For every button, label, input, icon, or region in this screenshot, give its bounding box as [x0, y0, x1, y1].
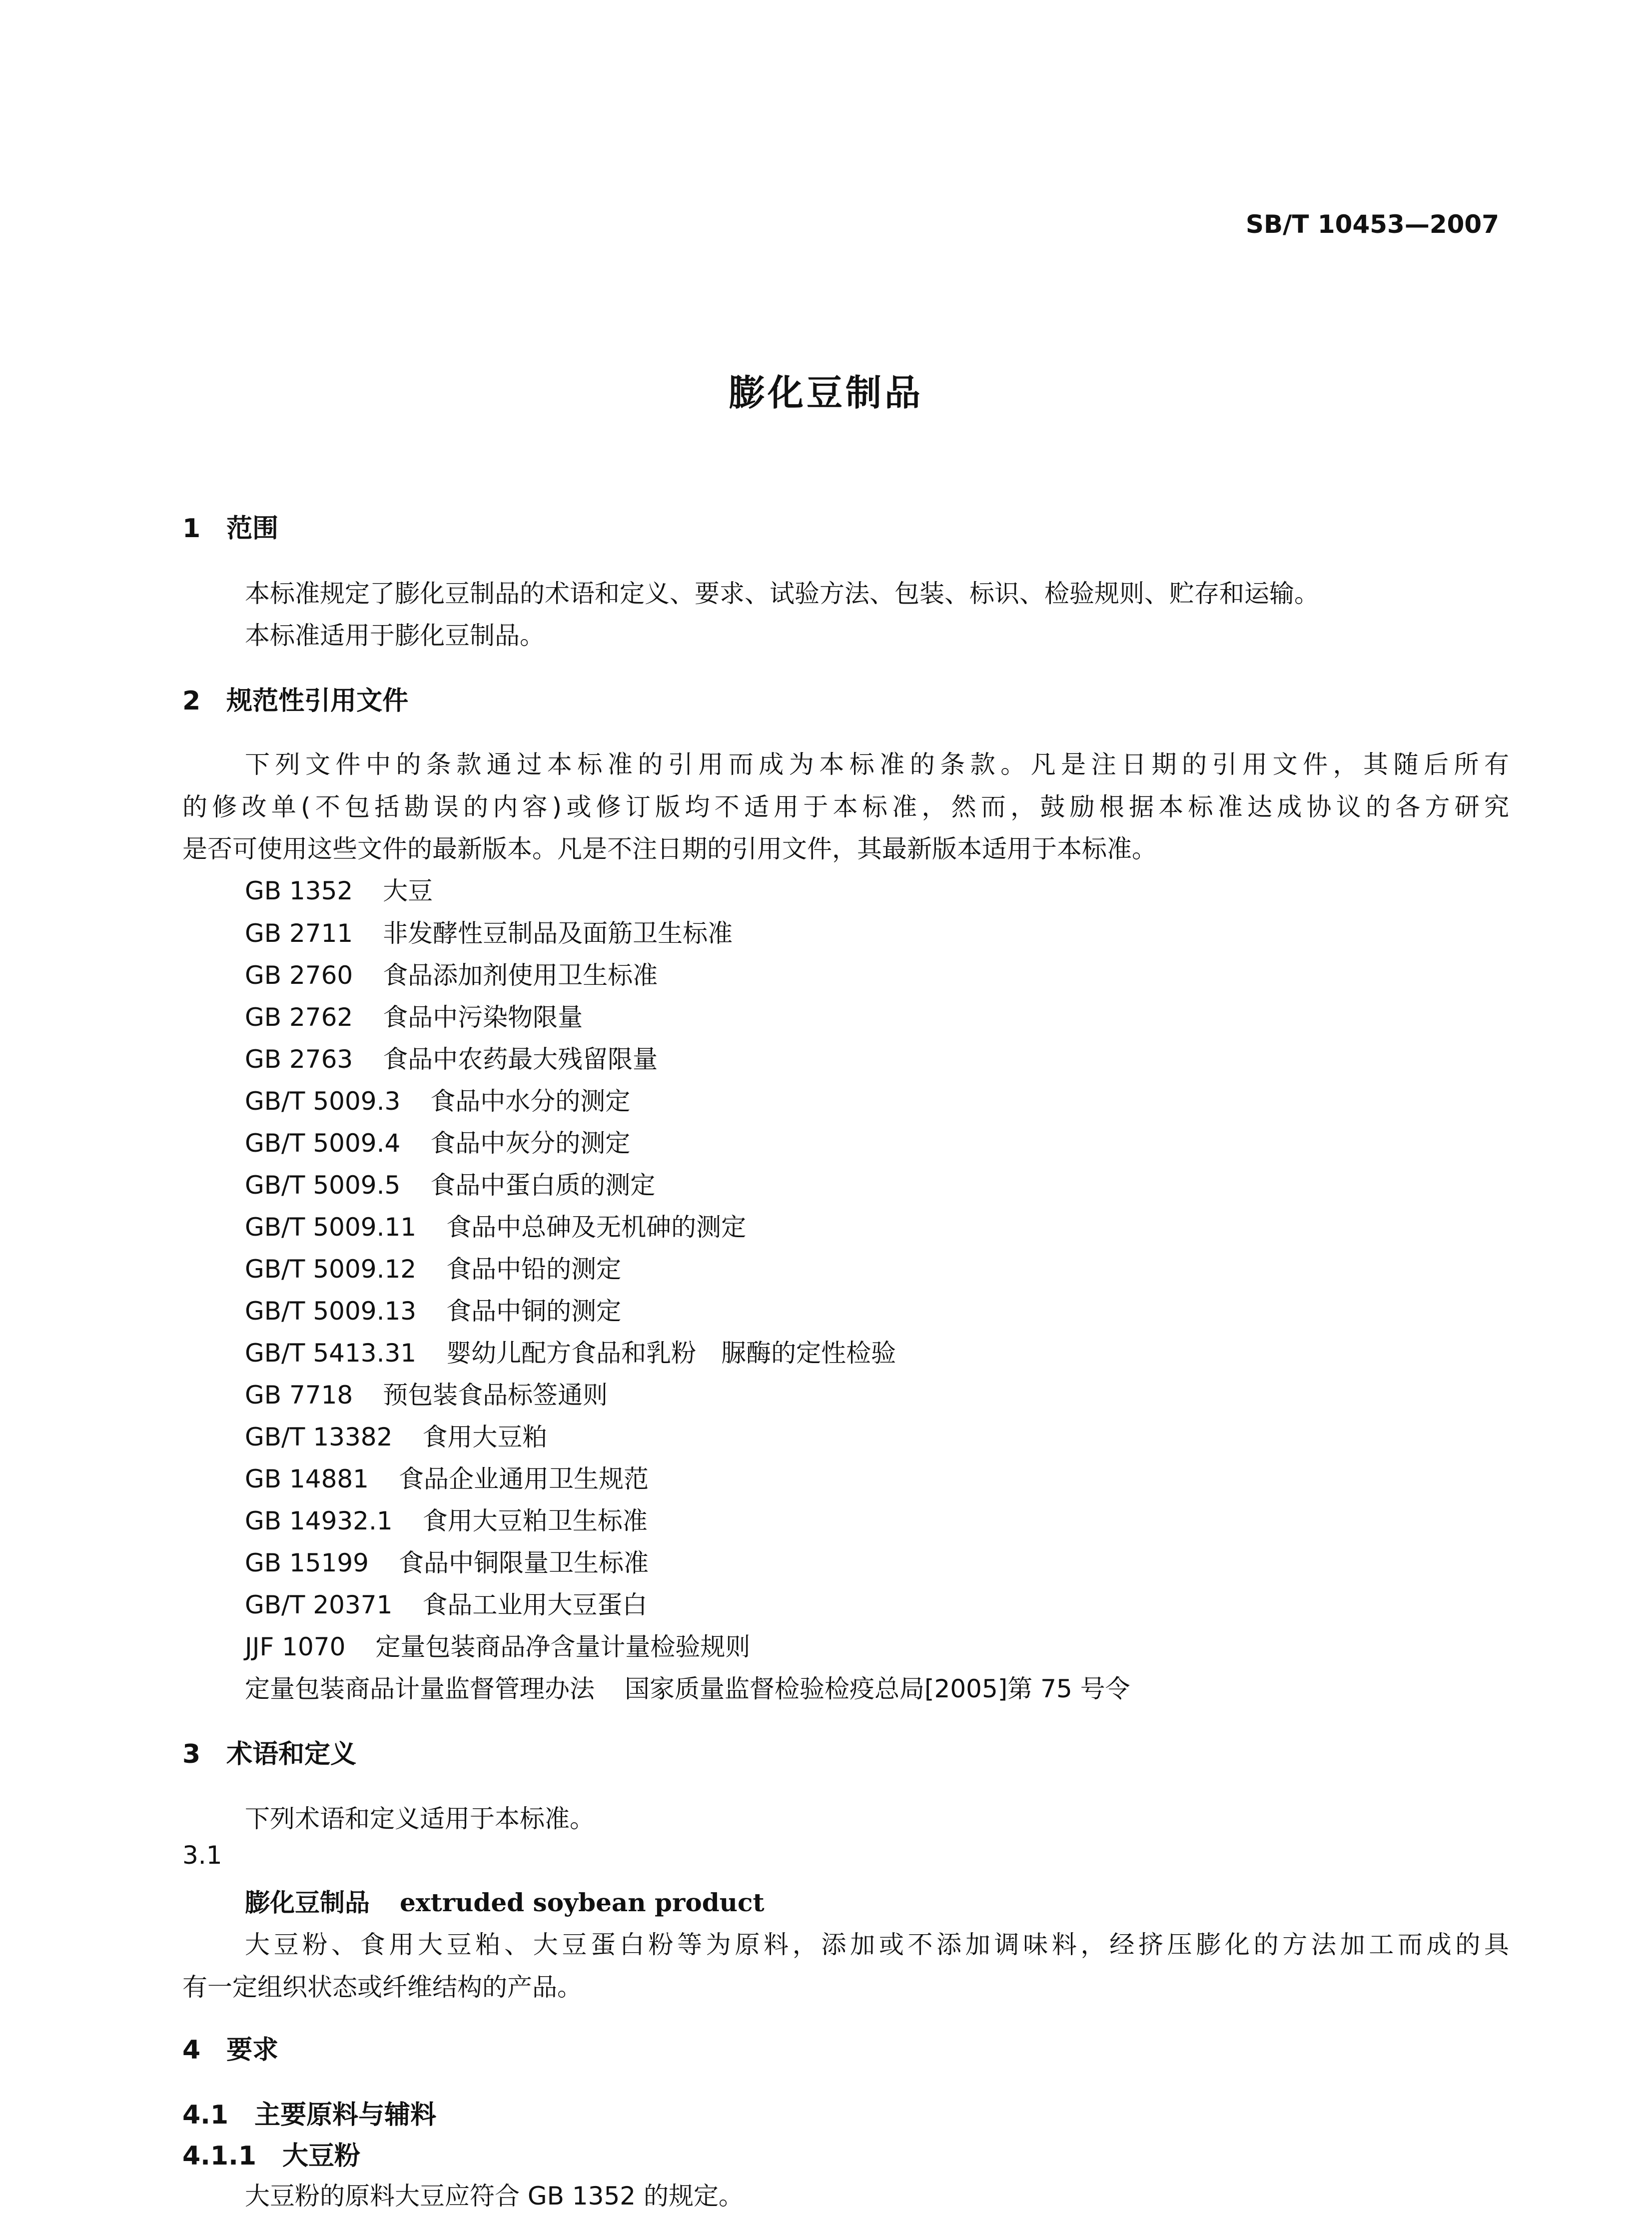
clause-number-3-1: 3.1 [182, 1841, 222, 1870]
term-chinese: 膨化豆制品 [245, 1888, 370, 1917]
reference-code: GB/T 5009.11 [245, 1213, 417, 1242]
reference-item [245, 1123, 630, 1159]
reference-title: 大豆 [383, 876, 433, 905]
term-definition-line-1: 大豆粉、食用大豆粕、大豆蛋白粉等为原料，添加或不添加调味料，经挤压膨化的方法加工而成的具 [245, 1930, 1509, 1959]
reference-item [245, 1585, 647, 1621]
clause-4-1-heading: 4.1 主要原料与辅料 [182, 2100, 437, 2130]
section-4-heading: 4 要求 [182, 2035, 279, 2065]
reference-title: 食品中铅的测定 [446, 1255, 622, 1284]
reference-code: GB/T 5413.31 [245, 1339, 417, 1368]
page-title: 膨化豆制品 [728, 372, 923, 414]
reference-title: 预包装食品标签通则 [383, 1381, 608, 1410]
reference-code: GB 1352 [245, 876, 353, 905]
reference-title: 食品中总砷及无机砷的测定 [446, 1213, 747, 1242]
reference-title: 食品中蛋白质的测定 [430, 1171, 656, 1200]
reference-title: 食用大豆粕 [422, 1423, 548, 1452]
reference-code: GB 2711 [245, 919, 353, 948]
section-3-heading: 3 术语和定义 [182, 1739, 357, 1769]
section-2-intro-line-2: 的修改单(不包括勘误的内容)或修订版均不适用于本标准，然而，鼓励根据本标准达成协议的各方研究 [182, 792, 1509, 821]
section-2-heading: 2 规范性引用文件 [182, 686, 409, 716]
reference-item [245, 997, 583, 1033]
term-definition-line-2: 有一定组织状态或纤维结构的产品。 [182, 1973, 582, 2002]
standard-code: SB/T 10453—2007 [1245, 210, 1499, 239]
reference-title: 食品中农药最大残留限量 [383, 1045, 658, 1074]
reference-title: 非发酵性豆制品及面筋卫生标准 [383, 919, 733, 948]
reference-item [245, 913, 733, 949]
reference-item [245, 1669, 1130, 1705]
reference-code: GB/T 20371 [245, 1590, 393, 1619]
reference-code: GB 7718 [245, 1381, 353, 1410]
reference-item [245, 1249, 621, 1285]
reference-code: GB/T 5009.13 [245, 1297, 417, 1326]
reference-item [245, 1459, 649, 1495]
reference-code: GB/T 5009.4 [245, 1129, 401, 1158]
clause-4-1-1-heading: 4.1.1 大豆粉 [182, 2141, 361, 2171]
reference-item [245, 1165, 655, 1201]
reference-code: GB/T 5009.12 [245, 1255, 417, 1284]
term-line [245, 1883, 765, 1919]
reference-code: GB 2763 [245, 1045, 353, 1074]
reference-title: 食用大豆粕卫生标准 [422, 1506, 648, 1535]
reference-code: GB 14881 [245, 1465, 369, 1493]
section-1-heading: 1 范围 [182, 514, 279, 544]
reference-code: GB 2762 [245, 1003, 353, 1032]
reference-code: GB 2760 [245, 961, 353, 990]
reference-title: 食品中灰分的测定 [430, 1129, 631, 1158]
reference-code: GB 14932.1 [245, 1506, 393, 1535]
reference-code: GB 15199 [245, 1548, 369, 1577]
reference-title: 食品中铜的测定 [446, 1297, 622, 1326]
reference-item [245, 1081, 630, 1117]
reference-code: GB/T 5009.5 [245, 1171, 401, 1200]
reference-code: GB/T 13382 [245, 1423, 393, 1452]
reference-item [245, 955, 658, 991]
reference-item [245, 1207, 746, 1243]
reference-title: 食品中水分的测定 [430, 1087, 631, 1116]
reference-code: JJF 1070 [245, 1632, 346, 1661]
reference-title: 定量包装商品净含量计量检验规则 [375, 1632, 751, 1661]
clause-4-1-1-text: 大豆粉的原料大豆应符合 GB 1352 的规定。 [245, 2182, 744, 2211]
reference-item [245, 1291, 621, 1327]
reference-code: GB/T 5009.3 [245, 1087, 401, 1116]
reference-title: 食品企业通用卫生规范 [399, 1465, 649, 1493]
term-english: extruded soybean product [400, 1888, 765, 1917]
reference-item [245, 1333, 896, 1369]
reference-title: 婴幼儿配方食品和乳粉 脲酶的定性检验 [446, 1339, 896, 1368]
section-2-intro-line-3: 是否可使用这些文件的最新版本。凡是不注日期的引用文件，其最新版本适用于本标准。 [182, 834, 1157, 863]
reference-item [245, 1627, 750, 1663]
reference-item [245, 1375, 608, 1411]
reference-title: 国家质量监督检验检疫总局[2005]第 75 号令 [625, 1674, 1130, 1703]
reference-title: 食品添加剂使用卫生标准 [383, 961, 658, 990]
reference-code: 定量包装商品计量监督管理办法 [245, 1674, 595, 1703]
reference-title: 食品工业用大豆蛋白 [422, 1590, 648, 1619]
reference-title: 食品中污染物限量 [383, 1003, 583, 1032]
reference-title: 食品中铜限量卫生标准 [399, 1548, 649, 1577]
reference-item [245, 1543, 649, 1579]
section-1-paragraph-1: 本标准规定了膨化豆制品的术语和定义、要求、试验方法、包装、标识、检验规则、贮存和运输。 [245, 579, 1319, 608]
reference-item [245, 1417, 547, 1453]
section-2-intro-line-1: 下列文件中的条款通过本标准的引用而成为本标准的条款。凡是注日期的引用文件，其随后所有 [245, 750, 1509, 779]
section-3-intro: 下列术语和定义适用于本标准。 [245, 1804, 595, 1833]
reference-item [245, 1501, 648, 1537]
reference-item [245, 1039, 658, 1075]
section-1-paragraph-2: 本标准适用于膨化豆制品。 [245, 621, 545, 650]
reference-item [245, 871, 433, 907]
